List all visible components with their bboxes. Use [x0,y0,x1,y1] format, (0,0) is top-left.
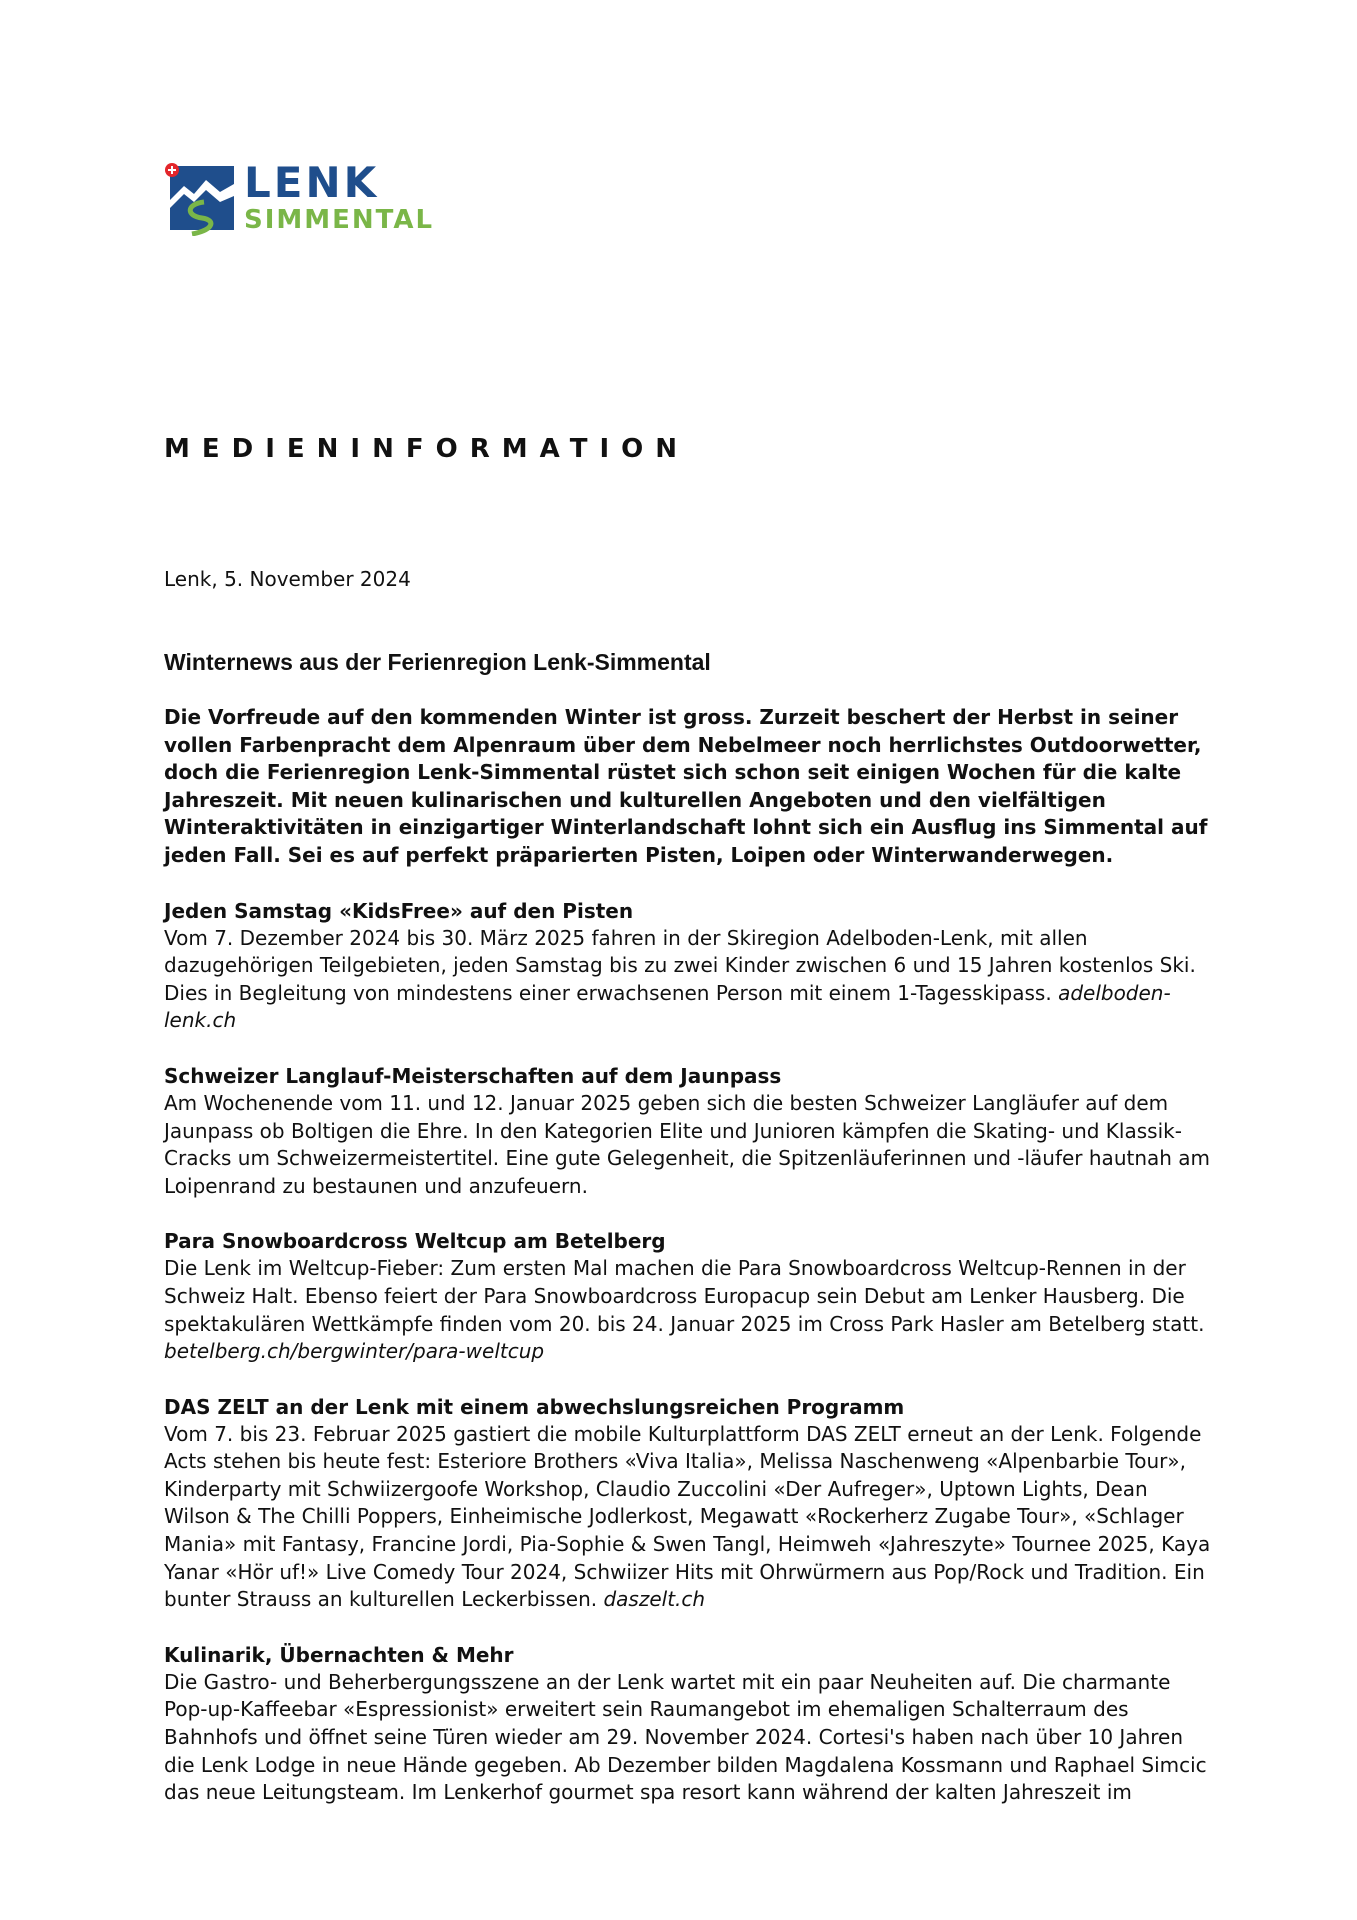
section-heading: Kulinarik, Übernachten & Mehr [164,1642,514,1667]
section-text: Am Wochenende vom 11. und 12. Januar 2025 geben sich die besten Schweizer Langläufer auf dem Jaunpass ob Boltigen die Ehre. In den Kategorien Elite und Junioren kämpfen die Skating- und Klassik-Cracks um Schweizermeistertitel. Eine gute Gelegenheit, die Spitzenläuferinnen und -läufer hautnah am Loipenrand zu bestaunen und anzufeuern. [164,1090,1211,1198]
section-text: Die Lenk im Weltcup-Fieber: Zum ersten Mal machen die Para Snowboardcross Weltcup-Rennen in der Schweiz Halt. Ebenso feiert der Para Snowboardcross Europacup sein Debut am Lenker Hausberg. Die spektakulären Wettkämpfe finden vom 20. bis 24. Januar 2025 im Cross Park Hasler am Betelberg statt. [164,1256,1205,1336]
section-link[interactable]: betelberg.ch/bergwinter/para-weltcup [164,1339,545,1364]
mountain-logo-icon [164,160,240,236]
section-kidsfree [164,897,1214,1035]
section-das-zelt [164,1393,1214,1614]
section-langlauf [164,1062,1214,1200]
section-text: Vom 7. Dezember 2024 bis 30. März 2025 fahren in der Skiregion Adelboden-Lenk, mit allen dazugehörigen Teilgebieten, jeden Samstag bis zu zwei Kinder zwischen 6 und 15 Jahren kostenlos Ski. Dies in Begleitung von mindestens einer erwachsenen Person mit einem 1-Tagesskipass. [164,925,1196,1005]
dateline: Lenk, 5. November 2024 [164,567,411,591]
section-text: Vom 7. bis 23. Februar 2025 gastiert die mobile Kulturplattform DAS ZELT erneut an der Lenk. Folgende Acts stehen bis heute fest: Esteriore Brothers «Viva Italia», Melissa Naschenweng «Alpenbarbie Tour», Kinderparty mit Schwiizergoofe Workshop, Claudio Zuccolini «Der Aufreger», Uptown Lights, Dean Wilson & The Chilli Poppers, Einheimische Jodlerkost, Megawatt «Rockerherz Zugabe Tour», «Schlager Mania» mit Fantasy, Francine Jordi, Pia-Sophie & Swen Tangl, Heimweh «Jahreszyte» Tournee 2025, Kaya Yanar «Hör uf!» Live Comedy Tour 2024, Schwiizer Hits mit Ohrwürmern aus Pop/Rock und Tradition. Ein bunter Strauss an kulturellen Leckerbissen. [164,1421,1211,1612]
article-title: Winternews aus der Ferienregion Lenk-Simmental [164,649,711,675]
section-body [164,1090,1214,1200]
section-heading: Jeden Samstag «KidsFree» auf den Pisten [164,898,634,923]
section-link[interactable]: daszelt.ch [603,1587,706,1612]
lenk-simmental-logo [164,160,464,240]
article-content [164,648,1214,1834]
document-type-heading: MEDIENINFORMATION [164,434,689,464]
section-body [164,1421,1214,1614]
section-body [164,1669,1214,1807]
section-kulinarik [164,1641,1214,1807]
section-heading: Para Snowboardcross Weltcup am Betelberg [164,1229,666,1254]
logo-word-simmental: SIMMENTAL [244,205,435,235]
section-heading: Schweizer Langlauf-Meisterschaften auf dem Jaunpass [164,1063,782,1088]
section-heading: DAS ZELT an der Lenk mit einem abwechslungsreichen Programm [164,1394,905,1419]
section-body [164,1255,1214,1365]
section-snowboardcross [164,1227,1214,1365]
article-lead: Die Vorfreude auf den kommenden Winter ist gross. Zurzeit beschert der Herbst in seiner vollen Farbenpracht dem Alpenraum über dem Nebelmeer noch herrlichstes Outdoorwetter, doch die Ferienregion Lenk-Simmental rüstet sich schon seit einigen Wochen für die kalte Jahreszeit. Mit neuen kulinarischen und kulturellen Angeboten und den vielfältigen Winteraktivitäten in einzigartiger Winterlandschaft lohnt sich ein Ausflug ins Simmental auf jeden Fall. Sei es auf perfekt präparierten Pisten, Loipen oder Winterwanderwegen. [164,705,1208,867]
logo-word-lenk: LENK [244,158,380,207]
section-body [164,925,1214,1035]
section-text: Die Gastro- und Beherbergungsszene an der Lenk wartet mit ein paar Neuheiten auf. Die charmante Pop-up-Kaffeebar «Espressionist» erweitert sein Raumangebot im ehemaligen Schalterraum des Bahnhofs und öffnet seine Türen wieder am 29. November 2024. Cortesi's haben nach über 10 Jahren die Lenk Lodge in neue Hände gegeben. Ab Dezember bilden Magdalena Kossmann und Raphael Simcic das neue Leitungsteam. Im Lenkerhof gourmet spa resort kann während der kalten Jahreszeit im [164,1669,1207,1805]
section-link[interactable]: adelboden-lenk.ch [164,980,1171,1033]
